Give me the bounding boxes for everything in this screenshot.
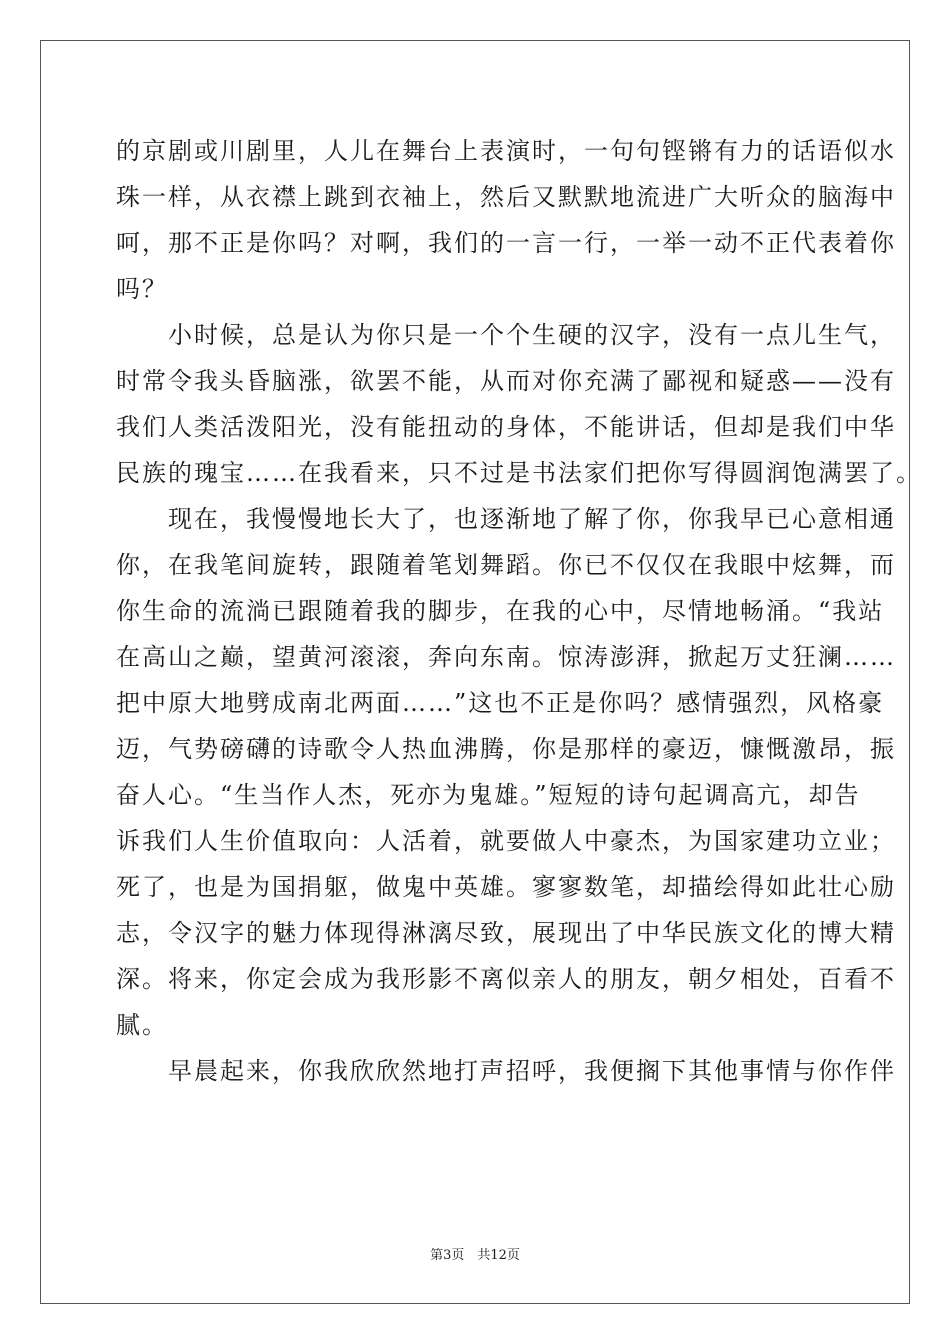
- text-line: 把中原大地劈成南北两面……”这也不正是你吗？感情强烈，风格豪: [116, 689, 885, 717]
- text-line: 你，在我笔间旋转，跟随着笔划舞蹈。你已不仅仅在我眼中炫舞，而: [116, 551, 896, 579]
- text-line: 死了，也是为国捐躯，做鬼中英雄。寥寥数笔，却描绘得如此壮心励: [116, 873, 896, 901]
- text-line: 腻。: [116, 1011, 168, 1039]
- text-line: 时常令我头昏脑涨，欲罢不能，从而对你充满了鄙视和疑惑——没有: [116, 367, 896, 395]
- text-line: 小时候，总是认为你只是一个个生硬的汉字，没有一点儿生气，: [116, 321, 896, 349]
- text-line: 我们人类活泼阳光，没有能扭动的身体，不能讲话，但却是我们中华: [116, 413, 896, 441]
- text-line: 民族的瑰宝……在我看来，只不过是书法家们把你写得圆润饱满罢了。: [116, 459, 922, 487]
- text-line: 奋人心。“生当作人杰，死亦为鬼雄。”短短的诗句起调高亢，却告: [116, 781, 861, 809]
- text-line: 吗？: [116, 275, 168, 303]
- text-line: 呵，那不正是你吗？对啊，我们的一言一行，一举一动不正代表着你: [116, 229, 896, 257]
- text-line: 早晨起来，你我欣欣然地打声招呼，我便搁下其他事情与你作伴: [116, 1057, 896, 1085]
- document-body: [116, 128, 922, 1094]
- text-line: 迈，气势磅礴的诗歌令人热血沸腾，你是那样的豪迈，慷慨激昂，振: [116, 735, 896, 763]
- text-line: 诉我们人生价值取向：人活着，就要做人中豪杰，为国家建功立业；: [116, 827, 896, 855]
- text-line: 志，令汉字的魅力体现得淋漓尽致，展现出了中华民族文化的博大精: [116, 919, 896, 947]
- text-line: 在高山之巅，望黄河滚滚，奔向东南。惊涛澎湃，掀起万丈狂澜……: [116, 643, 896, 671]
- text-line: 你生命的流淌已跟随着我的脚步，在我的心中，尽情地畅涌。“我站: [116, 597, 885, 625]
- text-line: 的京剧或川剧里，人儿在舞台上表演时，一句句铿锵有力的话语似水: [116, 137, 896, 165]
- page-number: 第3页 共12页: [430, 1248, 520, 1263]
- text-line: 深。将来，你定会成为我形影不离似亲人的朋友，朝夕相处，百看不: [116, 965, 896, 993]
- text-line: 珠一样，从衣襟上跳到衣袖上，然后又默默地流进广大听众的脑海中: [116, 183, 896, 211]
- text-line: 现在，我慢慢地长大了，也逐渐地了解了你，你我早已心意相通: [116, 505, 896, 533]
